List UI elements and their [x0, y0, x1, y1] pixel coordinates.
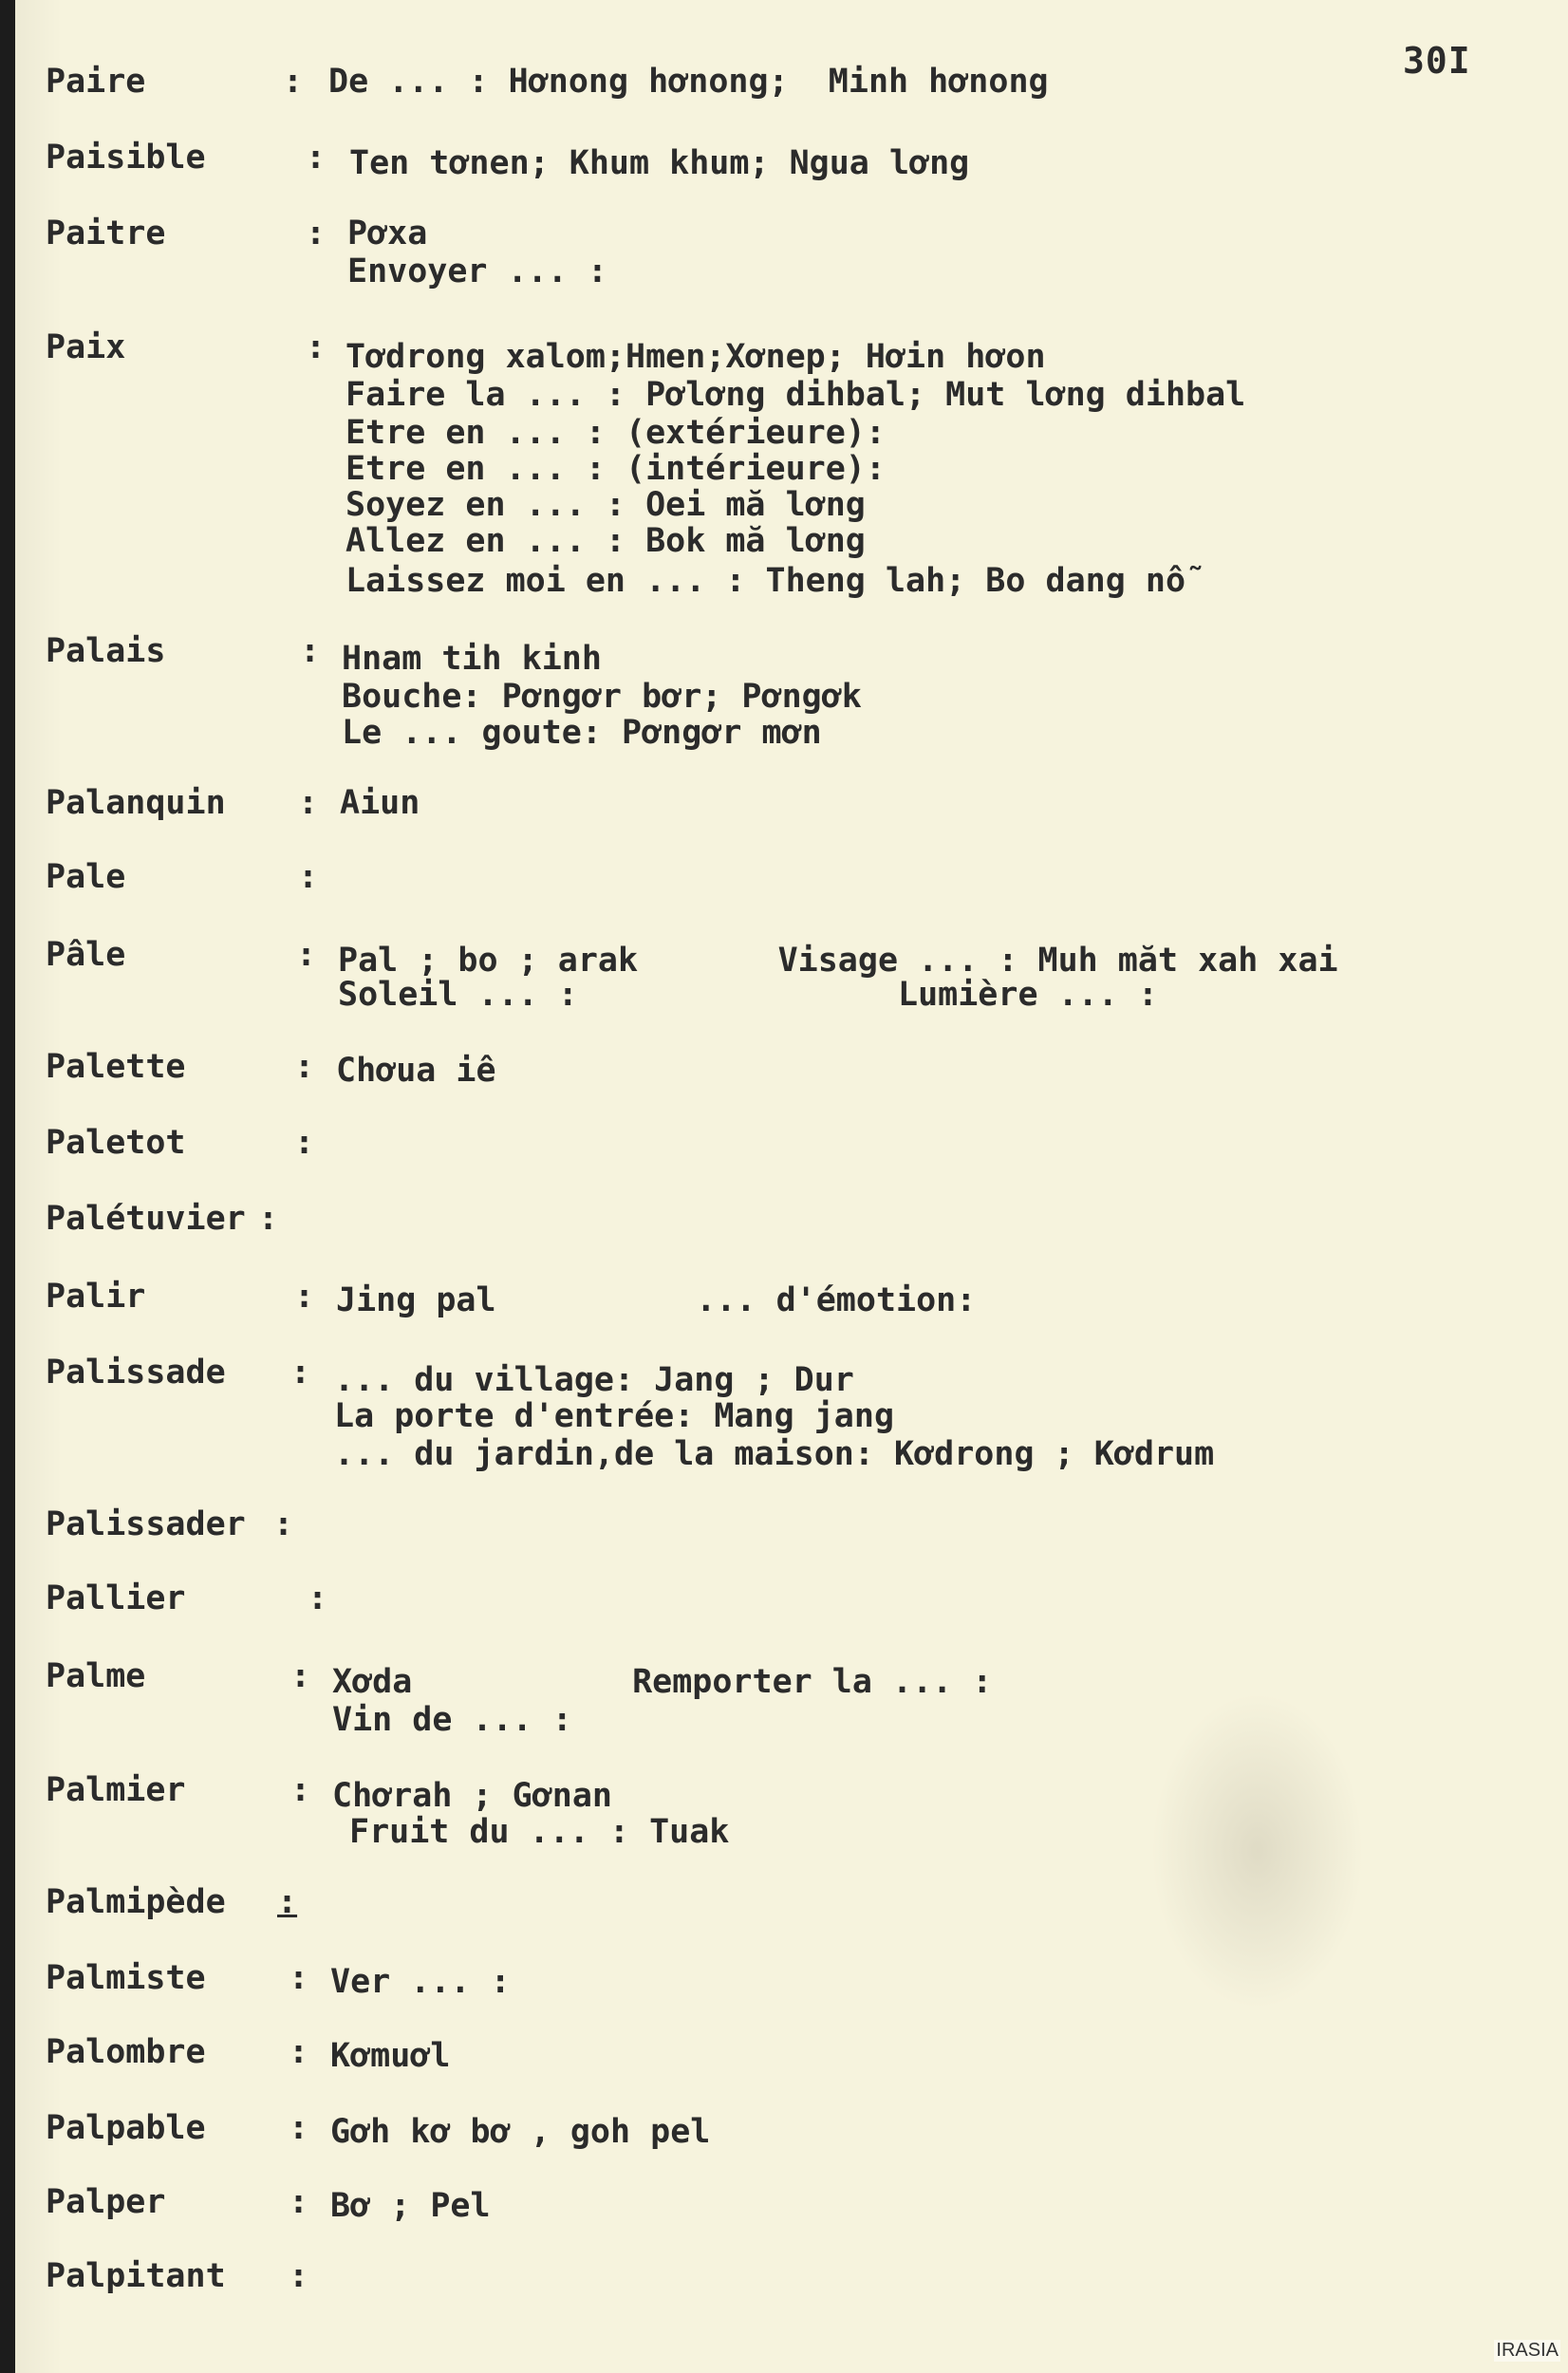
- headword: Palmiste: [46, 1959, 206, 1997]
- headword: Palais: [46, 632, 166, 670]
- watermark: IRASIA: [1496, 2340, 1559, 2361]
- entry-line: Gơh kơ bơ , goh pel: [330, 2113, 711, 2151]
- headword: Paitre: [46, 215, 166, 252]
- entry-line: ... du jardin,de la maison: Kơdrong ; Kơdrum: [334, 1435, 1215, 1473]
- headword: Paix: [46, 328, 126, 366]
- colon: :: [290, 1657, 311, 1695]
- headword: Palombre: [46, 2033, 206, 2071]
- entry-line: Kơmuơl: [330, 2037, 451, 2075]
- headword: Paletot: [46, 1124, 186, 1162]
- colon: :: [306, 139, 327, 177]
- headword: Palper: [46, 2183, 166, 2221]
- colon: :: [289, 2257, 309, 2295]
- entry-line: Etre en ... : (extérieure):: [345, 414, 886, 452]
- colon: :: [289, 1959, 309, 1997]
- entry-line: Etre en ... : (intérieure):: [345, 450, 886, 488]
- colon: :: [290, 1354, 311, 1392]
- headword: Pallier: [46, 1579, 186, 1617]
- headword: Palissade: [46, 1354, 226, 1392]
- colon: :: [306, 328, 327, 366]
- entry-line: Xơda Remporter la ... :: [332, 1663, 993, 1701]
- entry-line: Aiun: [340, 784, 420, 822]
- entry-line: Chơrah ; Gơnan: [332, 1777, 613, 1815]
- headword: Paire: [46, 63, 146, 101]
- entry-line: La porte d'entrée: Mang jang: [334, 1397, 895, 1435]
- colon: :: [258, 1200, 279, 1238]
- colon: :: [300, 632, 321, 670]
- headword: Palir: [46, 1278, 146, 1316]
- headword: Palmipède: [46, 1883, 226, 1921]
- colon: :: [296, 936, 317, 974]
- dictionary-page: [15, 0, 1568, 2373]
- headword: Palanquin: [46, 784, 226, 822]
- entry-line: Bơ ; Pel: [330, 2187, 491, 2225]
- entry-line: De ... : Hơnong hơnong; Minh hơnong: [328, 63, 1049, 101]
- entry-line: Pơxa: [347, 215, 428, 252]
- headword: Paisible: [46, 139, 206, 177]
- headword: Palette: [46, 1048, 186, 1086]
- entry-line: Pal ; bo ; arak Visage ... : Muh măt xah xai: [338, 942, 1338, 980]
- entry-line: Ten tơnen; Khum khum; Ngua lơng: [349, 144, 970, 182]
- headword: Palpable: [46, 2109, 206, 2147]
- page-number: 30I: [1403, 40, 1471, 82]
- colon: :: [298, 858, 319, 896]
- colon: :: [290, 1771, 311, 1809]
- entry-line: Vin de ... :: [332, 1701, 572, 1739]
- entry-line: Faire la ... : Pơlơng dihbal; Mut lơng dihbal: [345, 376, 1246, 414]
- entry-line: Bouche: Pơngơr bơr; Pơngơk: [342, 678, 862, 716]
- colon: :: [294, 1124, 315, 1162]
- entry-line: Hnam tih kinh: [342, 640, 602, 678]
- colon: :: [308, 1579, 328, 1617]
- headword: Pale: [46, 858, 126, 896]
- colon: :: [289, 2109, 309, 2147]
- headword: Palétuvier: [46, 1200, 246, 1238]
- entry-line: Laissez moi en ... : Theng lah; Bo dang nỗ: [345, 562, 1186, 600]
- entry-line: Envoyer ... :: [347, 252, 607, 290]
- entry-line: Allez en ... : Bok mă lơng: [345, 522, 866, 560]
- entry-line: Soyez en ... : Oei mă lơng: [345, 486, 866, 524]
- entry-line: Fruit du ... : Tuak: [349, 1813, 730, 1851]
- colon: :: [294, 1278, 315, 1316]
- colon: :: [306, 215, 327, 252]
- entry-line: Tơdrong xalom;Hmen;Xơnep; Hơin hơon: [345, 338, 1046, 376]
- entry-line: Jing pal ... d'émotion:: [336, 1281, 977, 1319]
- colon: :: [298, 784, 319, 822]
- entry-line: ... du village: Jang ; Dur: [334, 1361, 854, 1399]
- headword: Palissader: [46, 1505, 246, 1543]
- colon: :: [273, 1505, 294, 1543]
- colon: :: [283, 63, 304, 101]
- colon: :: [294, 1048, 315, 1086]
- headword: Palme: [46, 1657, 146, 1695]
- entry-line: Soleil ... : Lumière ... :: [338, 976, 1158, 1014]
- headword: Palmier: [46, 1771, 186, 1809]
- entry-line: Le ... goute: Pơngơr mơn: [342, 714, 822, 752]
- colon: :: [289, 2033, 309, 2071]
- headword: Pâle: [46, 936, 126, 974]
- colon: :: [277, 1883, 298, 1921]
- entry-line: Ver ... :: [330, 1963, 511, 2001]
- entry-list: [15, 0, 1568, 2373]
- colon: :: [289, 2183, 309, 2221]
- entry-line: Chơua iê: [336, 1052, 496, 1090]
- headword: Palpitant: [46, 2257, 226, 2295]
